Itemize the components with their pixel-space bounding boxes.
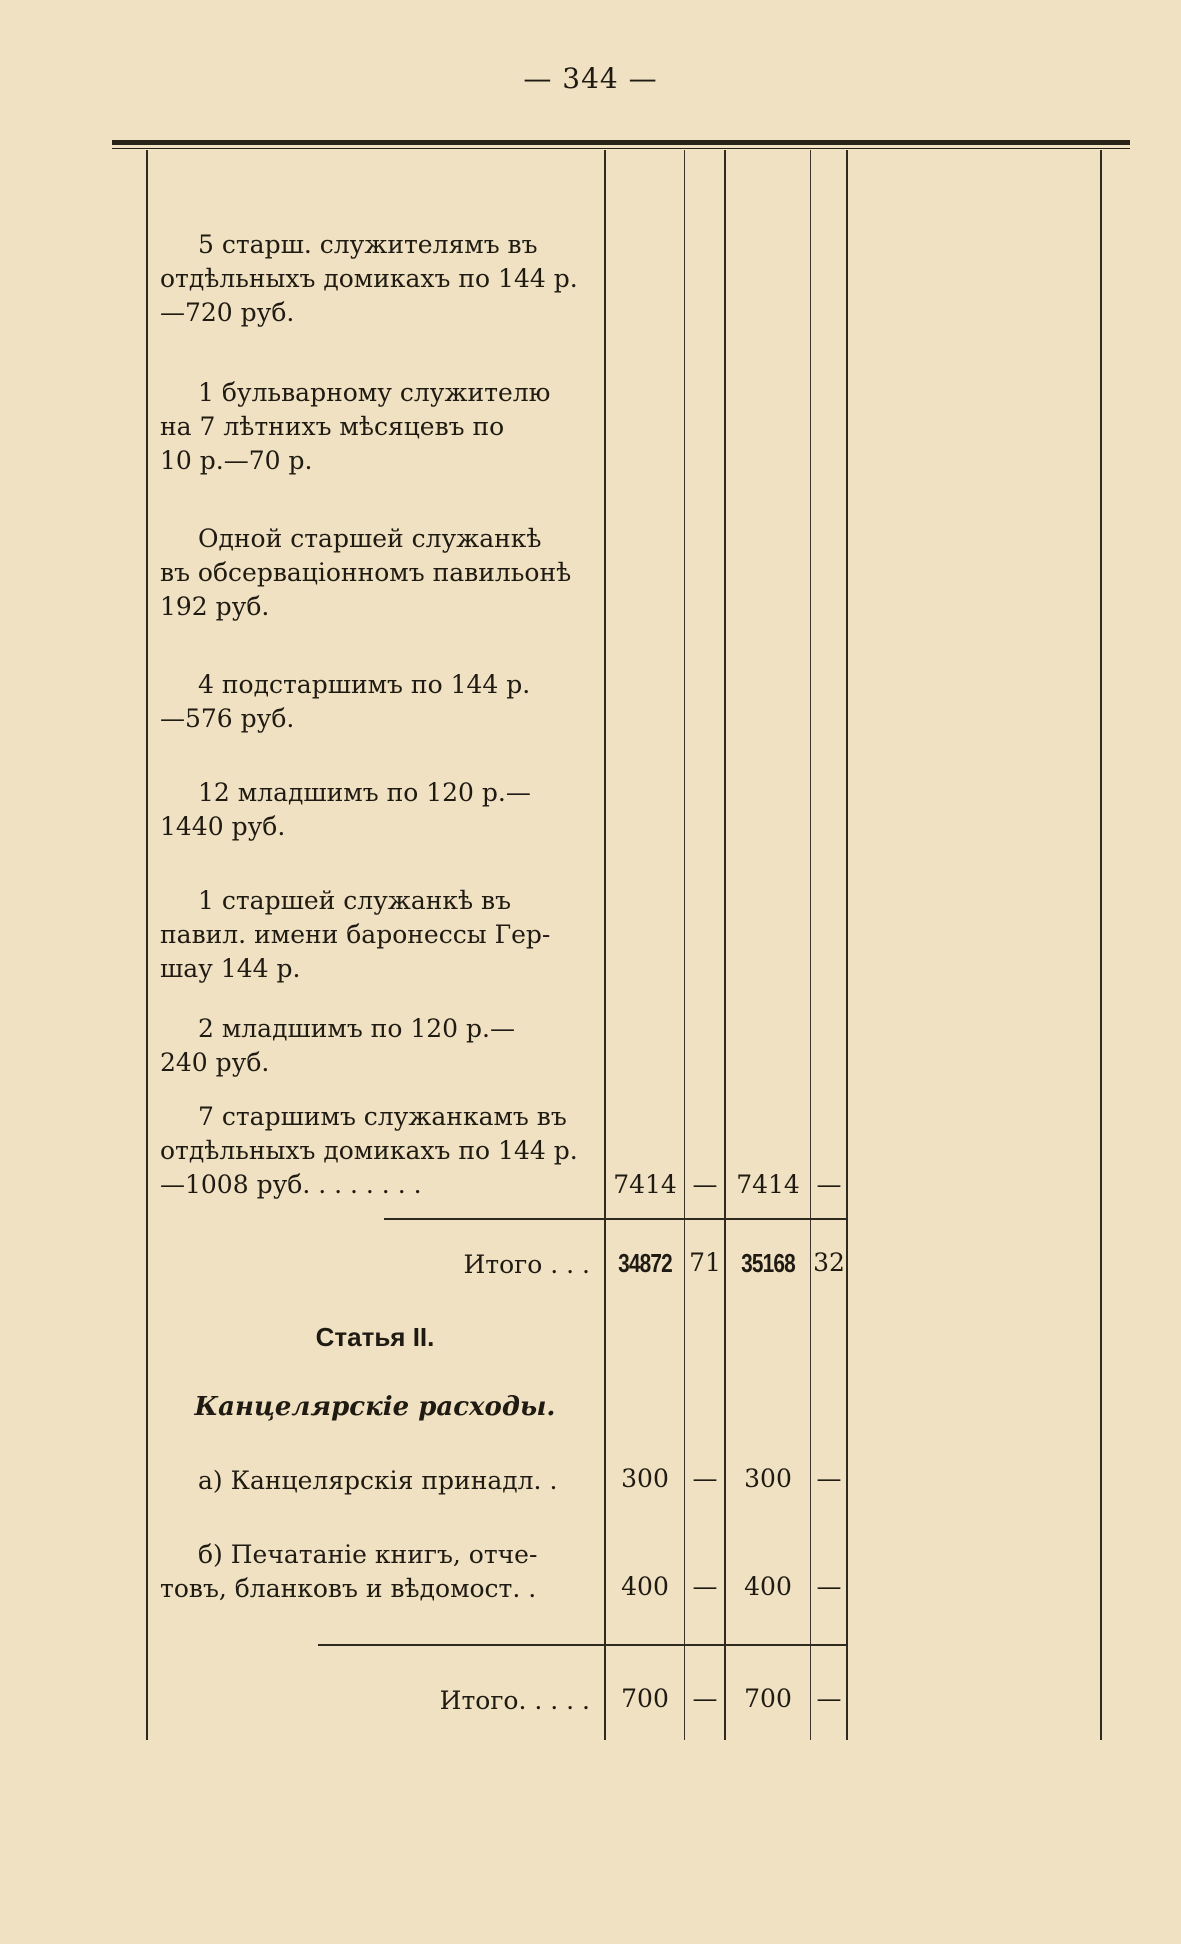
total2-rub1: 700: [621, 1684, 669, 1713]
entry-line: Одной старшей служанкѣ: [198, 524, 542, 553]
entry-line: шау 144 р.: [160, 954, 301, 983]
rule-above-total2: [318, 1644, 846, 1646]
item-b: [160, 1538, 590, 1606]
col-kop2-left: [810, 150, 811, 1740]
total1-label: Итого . . .: [463, 1250, 590, 1279]
item-a: [160, 1464, 590, 1498]
entry-line: 5 старш. служителямъ въ: [198, 230, 538, 259]
entry-7: [160, 1012, 590, 1080]
entry-4: [160, 668, 590, 736]
entry-line: отдѣльныхъ домикахъ по 144 р.: [160, 264, 578, 293]
entry-line: —576 руб.: [160, 704, 295, 733]
entry-line: а) Канцелярскія принадл. .: [198, 1466, 558, 1495]
entry-line: 1 бульварному служителю: [198, 378, 551, 407]
entry-3: [160, 522, 590, 624]
right-border: [1100, 150, 1102, 1740]
total1-rub2: 35168: [741, 1248, 795, 1278]
entry-line: —720 руб.: [160, 298, 295, 327]
entry-1: [160, 228, 590, 330]
section-title: Статья II.: [315, 1322, 435, 1352]
entry-line: 1440 руб.: [160, 812, 286, 841]
item-a-kop1: —: [692, 1464, 718, 1493]
item-a-rub2: 300: [744, 1464, 792, 1493]
item-b-kop1: —: [692, 1572, 718, 1601]
total2-kop2: —: [816, 1684, 842, 1713]
entry-line: 192 руб.: [160, 592, 270, 621]
entry-line: 240 руб.: [160, 1048, 270, 1077]
col-rub2-left: [724, 150, 726, 1740]
entry-line: 2 младшимъ по 120 р.—: [198, 1014, 515, 1043]
entry-line: 4 подстаршимъ по 144 р.: [198, 670, 531, 699]
entry-line: 1 старшей служанкѣ въ: [198, 886, 512, 915]
entry-5: [160, 776, 590, 844]
col-kop1-left: [684, 150, 685, 1740]
entry-line: 12 младшимъ по 120 р.—: [198, 778, 531, 807]
total2-kop1: —: [692, 1684, 718, 1713]
total2-rub2: 700: [744, 1684, 792, 1713]
rule-under-entries: [384, 1218, 846, 1220]
col-kop2-right: [846, 150, 848, 1740]
item-a-rub1: 300: [621, 1464, 669, 1493]
entry-line: павил. имени баронессы Гер-: [160, 920, 551, 949]
entry-line: на 7 лѣтнихъ мѣсяцевъ по: [160, 412, 505, 441]
left-border: [146, 150, 148, 1740]
entry-line: въ обсерваціонномъ павильонѣ: [160, 558, 572, 587]
col-rub1-left: [604, 150, 606, 1740]
section-subtitle: Канцелярскіе расходы.: [194, 1392, 556, 1422]
subtotal-rub2: 7414: [736, 1170, 800, 1199]
entry-2: [160, 376, 590, 478]
item-b-kop2: —: [816, 1572, 842, 1601]
item-a-kop2: —: [816, 1464, 842, 1493]
entry-line: 10 р.—70 р.: [160, 446, 313, 475]
entry-8: [160, 1100, 590, 1202]
total1-rub1: 34872: [618, 1248, 672, 1278]
total1-kop1: 71: [689, 1248, 721, 1277]
subtotal-rub1: 7414: [613, 1170, 677, 1199]
entry-line: отдѣльныхъ домикахъ по 144 р.: [160, 1136, 578, 1165]
entry-line: 7 старшимъ служанкамъ въ: [198, 1102, 567, 1131]
top-rule: [112, 140, 1130, 145]
subtotal-kop2: —: [816, 1170, 842, 1199]
entry-6: [160, 884, 590, 986]
top-rule-thin: [112, 148, 1130, 149]
entry-line: товъ, бланковъ и вѣдомост. .: [160, 1574, 537, 1603]
subtotal-kop1: —: [692, 1170, 718, 1199]
page-number: — 344 —: [523, 62, 658, 95]
entry-line: б) Печатаніе книгъ, отче-: [198, 1540, 538, 1569]
total2-label: Итого. . . . .: [439, 1686, 590, 1715]
total1-kop2: 32: [813, 1248, 845, 1277]
item-b-rub1: 400: [621, 1572, 669, 1601]
item-b-rub2: 400: [744, 1572, 792, 1601]
entry-line: —1008 руб. . . . . . . .: [160, 1170, 422, 1199]
